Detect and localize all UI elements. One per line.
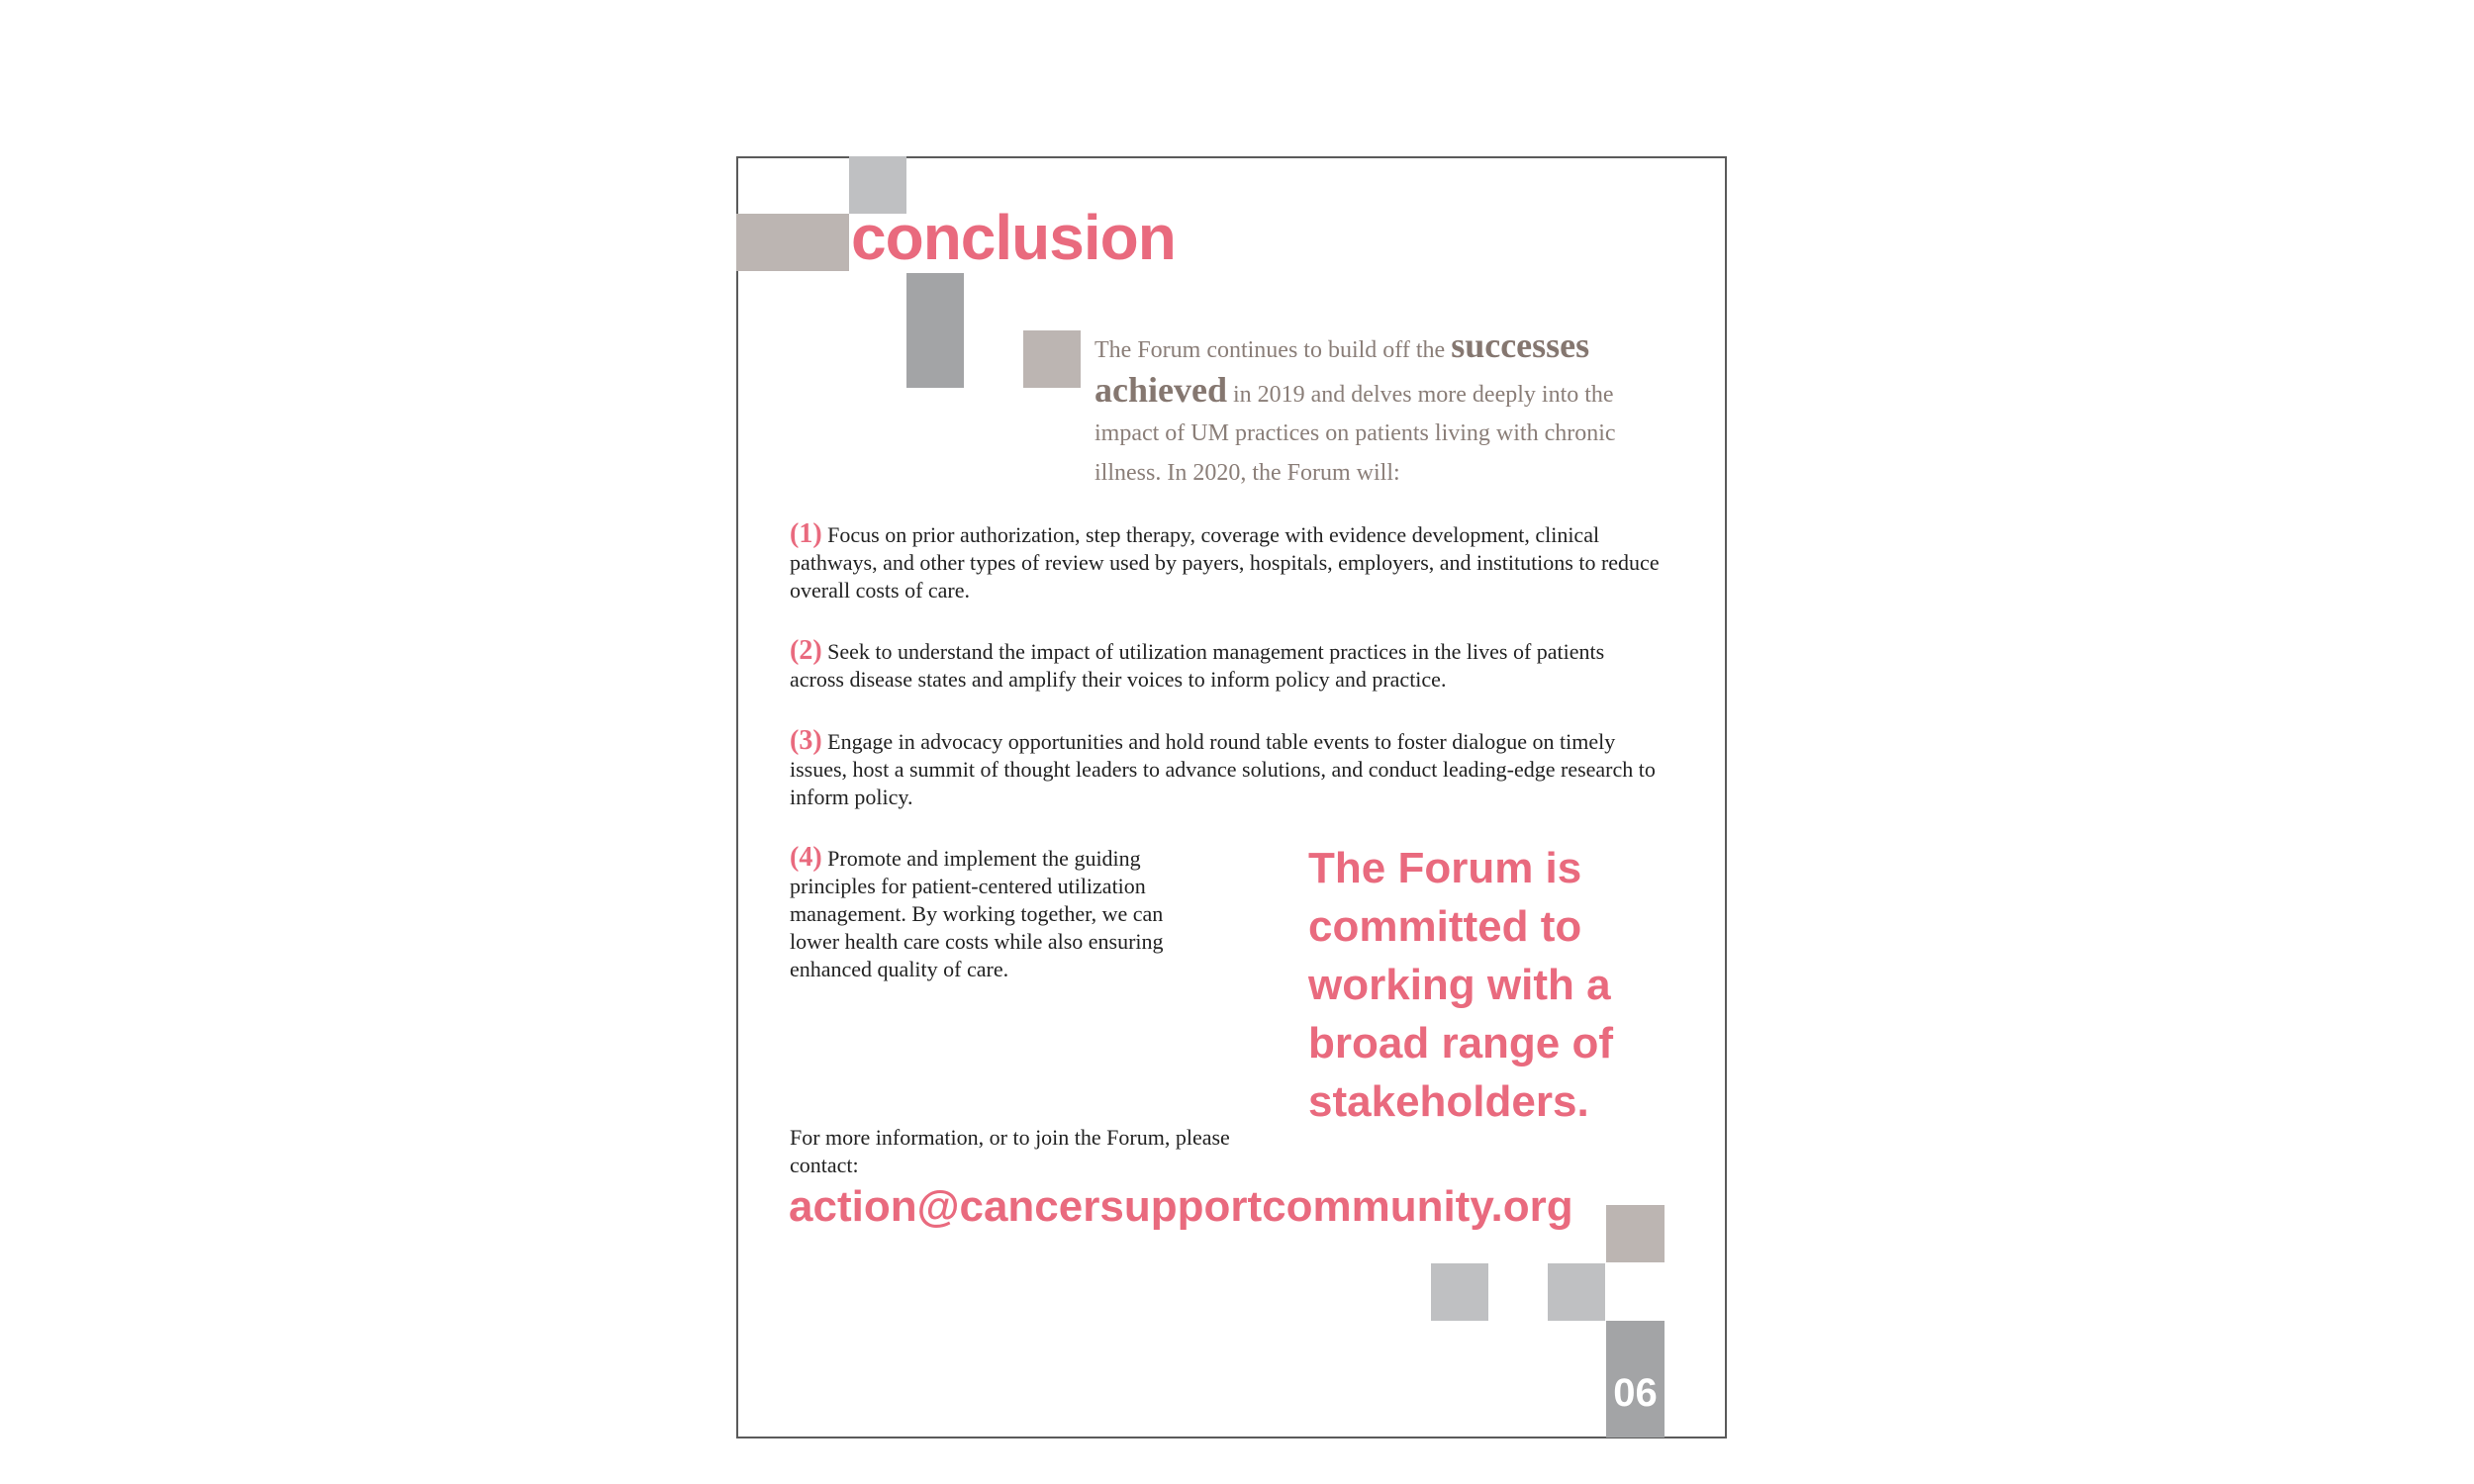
page-number: 06 (1613, 1371, 1658, 1415)
decor-square (1606, 1205, 1665, 1262)
intro-rest: in 2019 and delves more deeply into the impact of UM practices on patients living with chronic illness. In 2020, the Forum will: (1094, 381, 1616, 486)
decor-square (906, 273, 964, 388)
item-text: Engage in advocacy opportunities and hold round table events to foster dialogue on timely issues, host a summit of thought leaders to advance solutions, and conduct leading-edge research to inform policy. (790, 729, 1656, 809)
item-text: Focus on prior authorization, step therapy, coverage with evidence development, clinical pathways, and other types of review used by payers, hospitals, employers, and institutions to reduce overall costs of care. (790, 522, 1660, 603)
list-item (790, 844, 1215, 983)
decor-square (736, 214, 849, 271)
decor-square (1023, 330, 1081, 388)
list-item (790, 637, 1661, 694)
list-item (790, 727, 1661, 811)
contact-email-link[interactable]: action@cancersupportcommunity.org (789, 1182, 1573, 1231)
item-number: (1) (790, 518, 822, 549)
decor-square (1548, 1263, 1605, 1321)
item-number: (4) (790, 842, 822, 873)
pull-quote: The Forum is committed to working with a broad range of stakeholders. (1308, 844, 1614, 1126)
item-number: (2) (790, 635, 822, 666)
list-item (790, 520, 1661, 604)
decor-square (1431, 1263, 1488, 1321)
intro-emphasis: successes achieved (1094, 325, 1590, 410)
item-text: Seek to understand the impact of utilization management practices in the lives of patients across disease states and amplify their voices to inform policy and practice. (790, 639, 1605, 692)
page-title: conclusion (851, 202, 1176, 273)
intro-paragraph (1094, 326, 1649, 493)
contact-text: For more information, or to join the Forum, please contact: (790, 1125, 1230, 1177)
item-text: Promote and implement the guiding principles for patient-centered utilization management. By working together, we can lower health care costs while also ensuring enhanced quality of care. (790, 846, 1164, 981)
intro-lead: The Forum continues to build off the (1094, 337, 1452, 363)
item-number: (3) (790, 725, 822, 756)
